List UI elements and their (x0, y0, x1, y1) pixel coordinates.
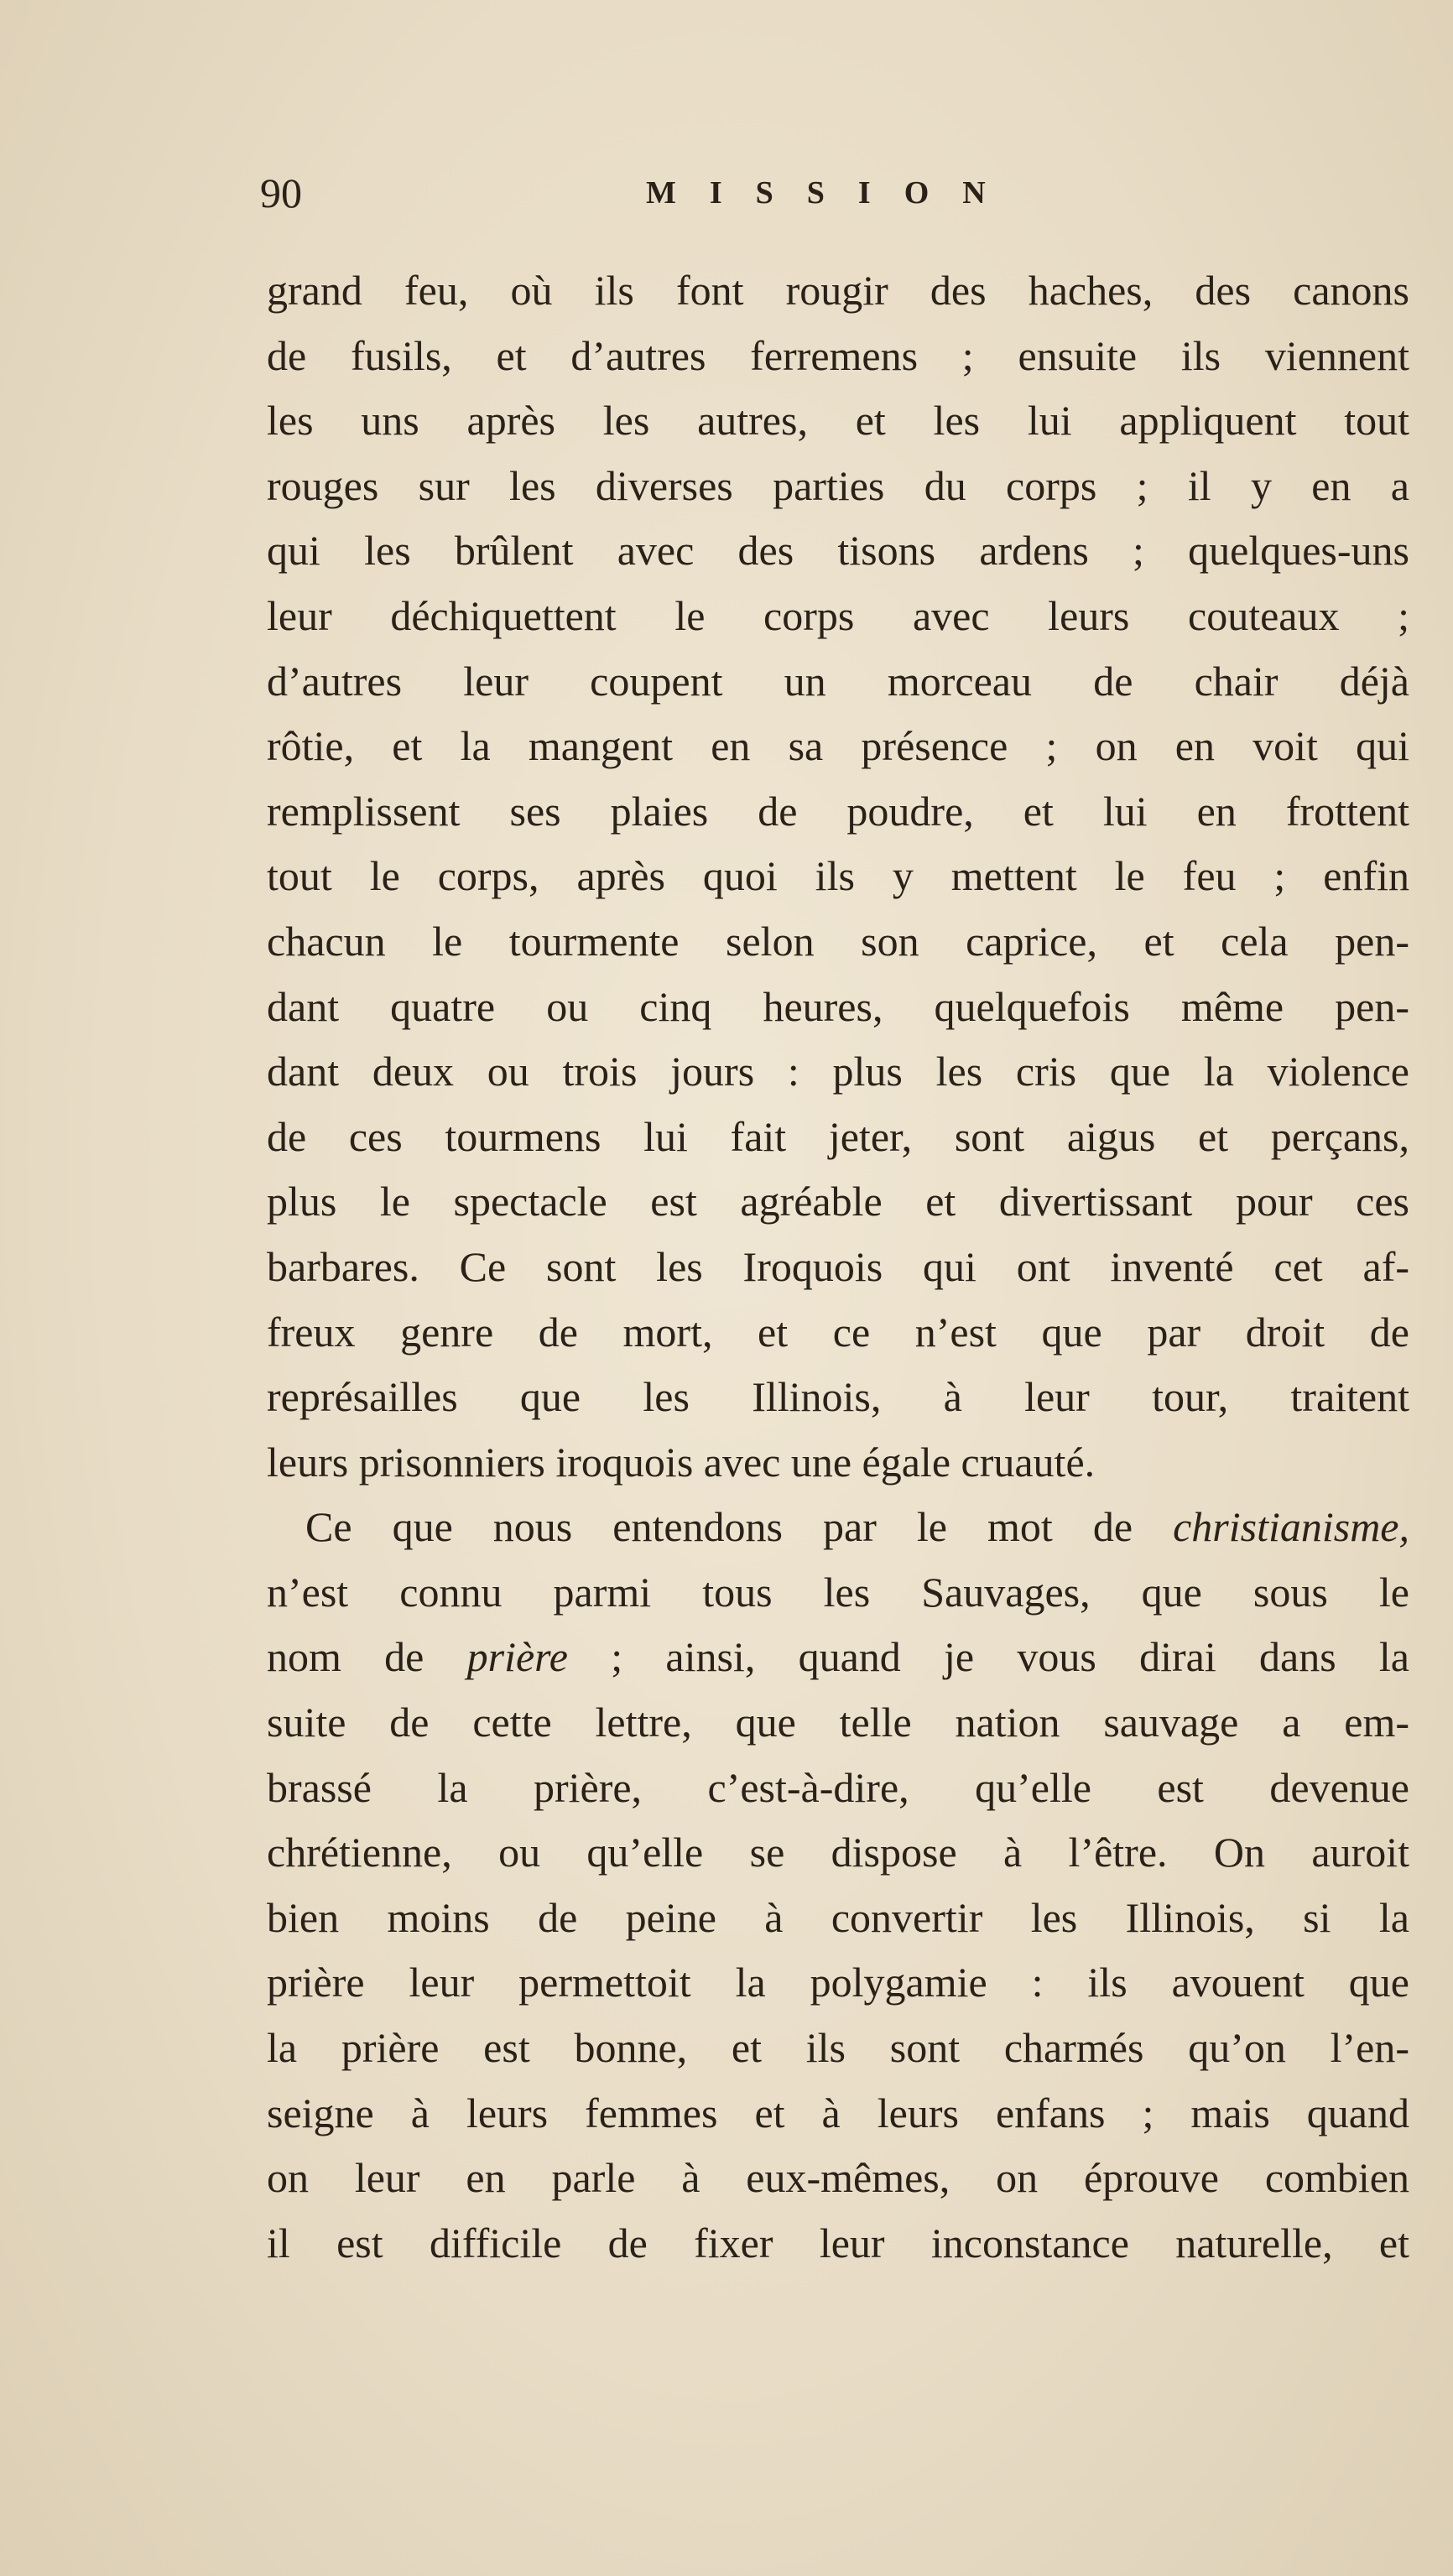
text-line: grand feu, où ils font rougir des haches, des canons (267, 267, 1409, 314)
page-number: 90 (260, 169, 302, 216)
text-line: Ce que nous entendons par le mot de christianisme, (305, 1503, 1409, 1551)
text-line: seigne à leurs femmes et à leurs enfans ; mais quand (267, 2089, 1409, 2136)
italic-term-priere: prière (466, 1633, 568, 1681)
italic-term-christianisme: christianisme, (1173, 1503, 1409, 1551)
text-line: rôtie, et la mangent en sa présence ; on en voit qui (267, 722, 1409, 770)
text-line: prière leur permettoit la polygamie : ils avouent que (267, 1959, 1409, 2006)
text-line: la prière est bonne, et ils sont charmés qu’on l’en- (267, 2024, 1409, 2072)
paragraph-2 (267, 1495, 1409, 2276)
text-line: chrétienne, ou qu’elle se dispose à l’être. On auroit (267, 1829, 1409, 1876)
text-line: leur déchiquettent le corps avec leurs couteaux ; (267, 591, 1409, 639)
text-line: n’est connu parmi tous les Sauvages, que sous le (267, 1568, 1409, 1616)
text-line: brassé la prière, c’est-à-dire, qu’elle est devenue (267, 1763, 1409, 1811)
text-line: plus le spectacle est agréable et divertissant pour ces (267, 1178, 1409, 1226)
text-line: les uns après les autres, et les lui appliquent tout (267, 397, 1409, 445)
page-header (260, 168, 1267, 218)
text-line: de ces tourmens lui fait jeter, sont aigus et perçans, (267, 1112, 1409, 1160)
text-line: chacun le tourmente selon son caprice, et cela pen- (267, 917, 1409, 965)
text-line: il est difficile de fixer leur inconstance naturelle, et (267, 2219, 1409, 2266)
text-line: de fusils, et d’autres ferremens ; ensuite ils viennent (267, 331, 1409, 379)
text-line: suite de cette lettre, que telle nation sauvage a em- (267, 1699, 1409, 1746)
text-line: tout le corps, après quoi ils y mettent le feu ; enfin (267, 852, 1409, 900)
text-line: représailles que les Illinois, à leur tour, traitent (267, 1373, 1409, 1421)
paragraph-1 (267, 258, 1409, 1495)
text-line: rouges sur les diverses parties du corps ; il y en a (267, 461, 1409, 509)
text-line: on leur en parle à eux-mêmes, on éprouve combien (267, 2154, 1409, 2202)
text-line: barbares. Ce sont les Iroquois qui ont inventé cet af- (267, 1242, 1409, 1290)
text-line: leurs prisonniers iroquois avec une égale cruauté. (267, 1438, 1096, 1486)
text-line: d’autres leur coupent un morceau de chair déjà (267, 657, 1409, 705)
text-line: bien moins de peine à convertir les Illinois, si la (267, 1893, 1409, 1941)
text-line: remplissent ses plaies de poudre, et lui en frottent (267, 787, 1409, 835)
running-head: MISSION (646, 175, 1019, 211)
text-line: dant quatre ou cinq heures, quelquefois même pen- (267, 982, 1409, 1030)
text-line: freux genre de mort, et ce n’est que par droit de (267, 1308, 1409, 1356)
text-line: qui les brûlent avec des tisons ardens ; quelques-uns (267, 527, 1409, 575)
body-text (267, 258, 1409, 2276)
text-line: dant deux ou trois jours : plus les cris que la violence (267, 1048, 1409, 1095)
text-line: nom de prière ; ainsi, quand je vous dirai dans la (267, 1633, 1410, 1681)
